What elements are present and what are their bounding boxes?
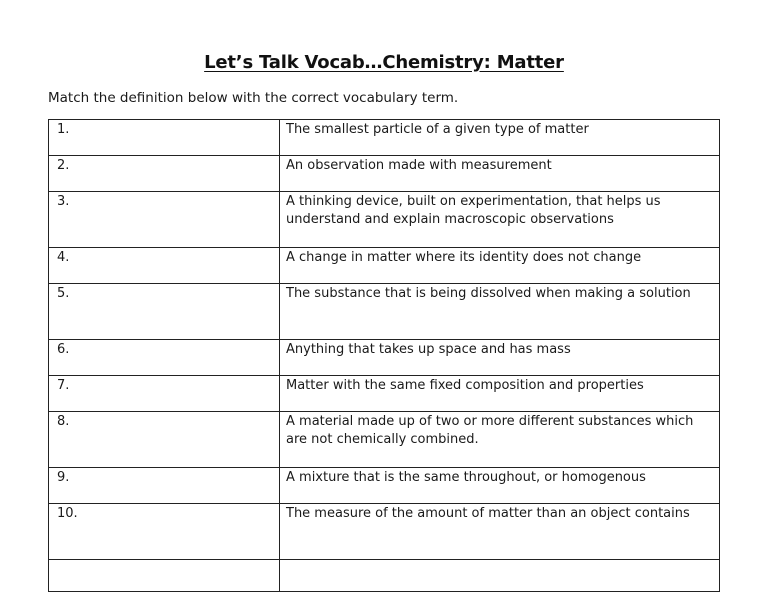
term-number-cell: 1. — [49, 120, 280, 156]
instructions-text: Match the definition below with the correct vocabulary term. — [48, 90, 459, 106]
definition-cell: A material made up of two or more different substances which are not chemically combined. — [280, 412, 720, 468]
term-number-cell: 9. — [49, 468, 280, 504]
term-number-cell: 2. — [49, 156, 280, 192]
table-row — [49, 156, 720, 192]
term-number-cell: 10. — [49, 504, 280, 560]
table-row — [49, 560, 720, 592]
definition-cell: The measure of the amount of matter than an object contains — [280, 504, 720, 560]
table-row — [49, 248, 720, 284]
table-row — [49, 120, 720, 156]
page-title: Let’s Talk Vocab…Chemistry: Matter — [204, 52, 564, 73]
table-row — [49, 376, 720, 412]
term-number-cell: 4. — [49, 248, 280, 284]
definition-cell: Anything that takes up space and has mass — [280, 340, 720, 376]
term-number-cell: 7. — [49, 376, 280, 412]
definition-cell: A thinking device, built on experimentation, that helps us understand and explain macroscopic observations — [280, 192, 720, 248]
term-number-cell: 5. — [49, 284, 280, 340]
term-number-cell — [49, 560, 280, 592]
term-number-cell: 6. — [49, 340, 280, 376]
definition-cell: A change in matter where its identity does not change — [280, 248, 720, 284]
definition-cell: The smallest particle of a given type of matter — [280, 120, 720, 156]
table-row — [49, 468, 720, 504]
table-row — [49, 284, 720, 340]
definition-cell: An observation made with measurement — [280, 156, 720, 192]
table-row — [49, 192, 720, 248]
table-row — [49, 412, 720, 468]
definition-cell: The substance that is being dissolved when making a solution — [280, 284, 720, 340]
definition-cell: A mixture that is the same throughout, or homogenous — [280, 468, 720, 504]
table-row — [49, 504, 720, 560]
definition-cell: Matter with the same fixed composition and properties — [280, 376, 720, 412]
table-row — [49, 340, 720, 376]
definition-cell — [280, 560, 720, 592]
term-number-cell: 3. — [49, 192, 280, 248]
vocabulary-table — [48, 119, 720, 592]
term-number-cell: 8. — [49, 412, 280, 468]
